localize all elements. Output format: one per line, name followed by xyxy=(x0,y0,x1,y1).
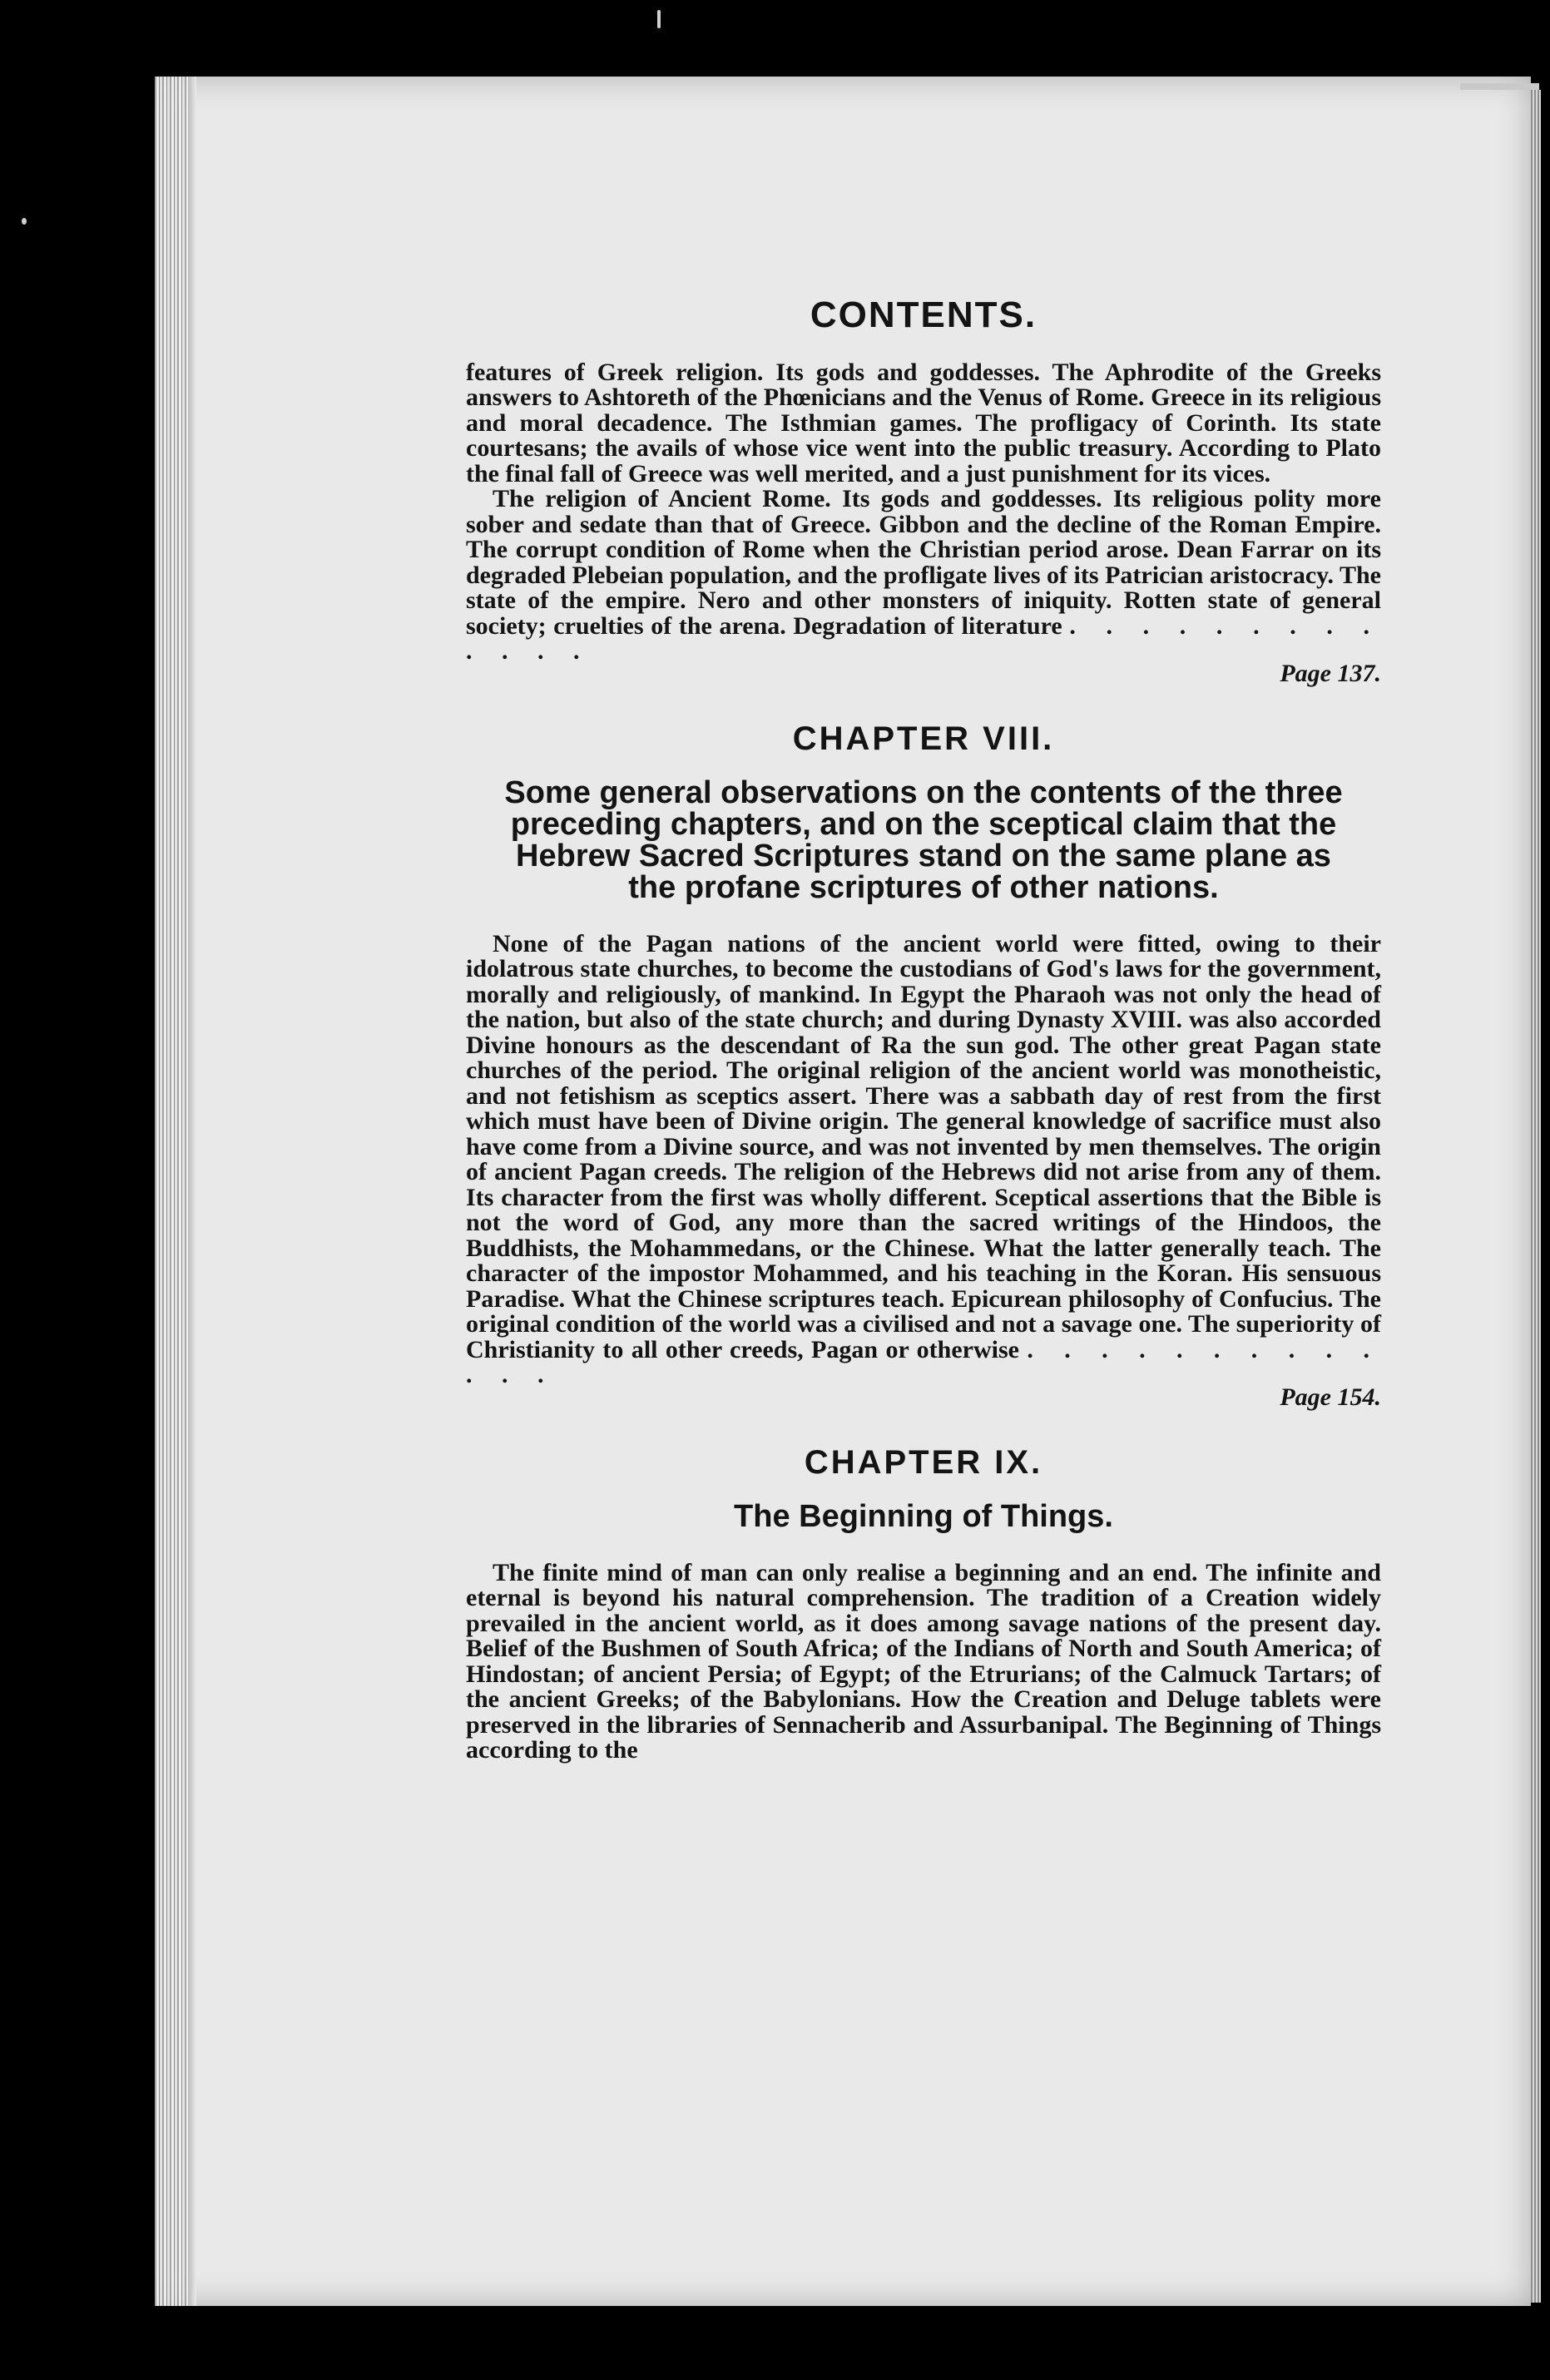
page-reference: Page 154. xyxy=(1280,1383,1381,1411)
film-speck xyxy=(657,10,661,28)
chapter-summary: The finite mind of man can only realise a beginning and an end. The infinite and eternal is beyond his natural comprehension. The tradition of a Creation widely prevailed in the ancient world, as it does among savage nations of the present day. Belief of the Bushmen of South Africa; of the Indians of North and South America; of Hindostan; of ancient Persia; of Egypt; of the Etrurians; of the Calmuck Tartars; of the ancient Greeks; of the Babylonians. How the Creation and Deluge tablets were preserved in the libraries of Sennacherib and Assurbanipal. The Beginning of Things according to the xyxy=(466,1558,1381,1764)
running-head: CONTENTS. xyxy=(810,294,1037,335)
page-reference: Page 137. xyxy=(1280,659,1381,687)
section-vii-text: The religion of Ancient Rome. Its gods and goddesses. Its religious polity more sober and sedate than that of Greece. Gibbon and the decline of the Roman Empire. The corrupt condition of Rome when the Christian period arose. Dean Farrar on its degraded Plebeian population, and the profligate lives of its Patrician aristocracy. The state of the empire. Nero and other monsters of iniquity. Rotten state of general society; cruelties of the arena. Degradation of literature xyxy=(466,485,1381,640)
page-stack-edge xyxy=(1531,90,1541,2303)
contents-text-block xyxy=(466,291,1381,1764)
chapter-heading: CHAPTER IX. xyxy=(804,1444,1043,1481)
leader-dots: . . . . . . . . . . . . . xyxy=(466,611,1382,665)
chapter-summary xyxy=(466,929,1381,1388)
film-speck xyxy=(22,218,27,225)
chapter-title: Some general observations on the contents of the three preceding chapters, and on the sceptical claim that the Hebrew Sacred Scriptures stand on the same plane as the profane scriptures of other nations. xyxy=(504,774,1343,905)
section-vii-paragraph: features of Greek religion. Its gods and goddesses. The Aphrodite of the Greeks answers to Ashtoreth of the Phœnicians and the Venus of Rome. Greece in its religious and moral decadence. The Isthmian games. The profligacy of Corinth. Its state courtesans; the avails of whose vice went into the public treasury. According to Plato the final fall of Greece was well merited, and a just punishment for its vices. xyxy=(466,358,1381,487)
chapter-title: The Beginning of Things. xyxy=(734,1498,1113,1534)
gutter-shadow xyxy=(188,77,196,2306)
page-corner xyxy=(1460,83,1539,90)
chapter-heading: CHAPTER VIII. xyxy=(792,720,1055,757)
page-gutter xyxy=(155,77,188,2306)
chapter-summary-text: None of the Pagan nations of the ancient world were fitted, owing to their idolatrous state churches, to become the custodians of God's laws for the government, morally and religiously, of mankind. In Egypt the Pharaoh was not only the head of the nation, but also of the state church; and during Dynasty XVIII. was also accorded Divine honours as the descendant of Ra the sun god. The other great Pagan state churches of the period. The original religion of the ancient world was monotheistic, and not fetishism as sceptics assert. There was a sabbath day of rest from the first which must have been of Divine origin. The general knowledge of sacrifice must also have come from a Divine source, and was not invented by men themselves. The origin of ancient Pagan creeds. The religion of the Hebrews did not arise from any of them. Its character from the first was wholly different. Sceptical assertions that the Bible is not the word of God, any more than the sacred writings of the Hindoos, the Buddhists, the Mohammedans, or the Chinese. What the latter generally teach. The character of the impostor Mohammed, and his teaching in the Koran. His sensuous Paradise. What the Chinese scriptures teach. Epicurean philosophy of Confucius. The original condition of the world was a civilised and not a savage one. The superiority of Christianity to all other creeds, Pagan or otherwise xyxy=(466,929,1381,1363)
section-vii-paragraph xyxy=(466,487,1381,665)
leader-dots: . . . . . . . . . . . . . xyxy=(466,1335,1381,1388)
